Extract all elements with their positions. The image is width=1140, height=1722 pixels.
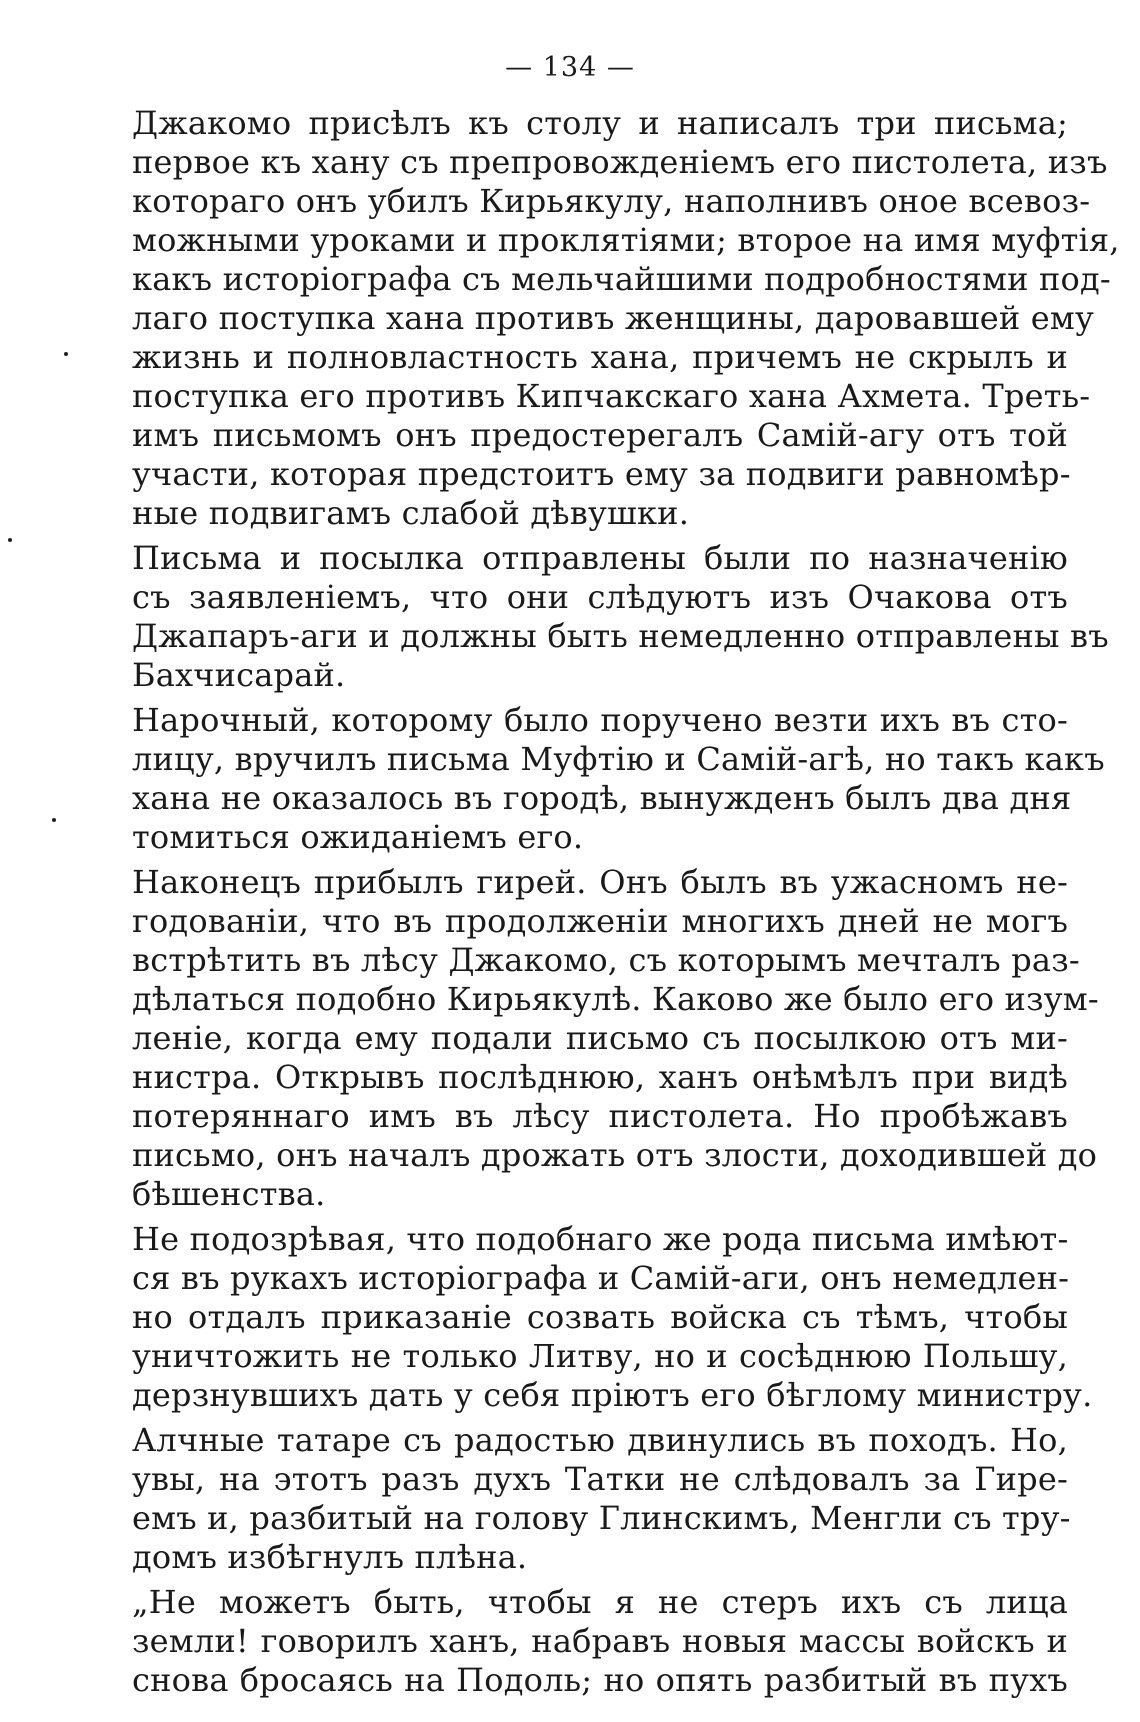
paragraph bbox=[132, 701, 1105, 857]
print-speck bbox=[8, 538, 12, 542]
text-line: годованіи, что въ продолженіи многихъ дней не могъ bbox=[132, 902, 1068, 940]
text-line: уничтожить не только Литву, но и сосѣднюю Польшу, bbox=[132, 1337, 1068, 1375]
text-line: лаго поступка хана противъ женщины, даровавшей ему bbox=[132, 299, 1094, 337]
text-line: Наконецъ прибылъ гирей. Онъ былъ въ ужасномъ не- bbox=[132, 863, 1068, 901]
text-line: первое къ хану съ препровожденіемъ его пистолета, изъ bbox=[132, 143, 1108, 181]
text-line: Джапаръ-аги и должны быть немедленно отправлены въ bbox=[132, 617, 1109, 655]
text-line: дѣлаться подобно Кирьякулѣ. Каково же было его изум- bbox=[132, 980, 1099, 1018]
text-line: ся въ рукахъ исторіографа и Самій-аги, онъ немедлен- bbox=[132, 1259, 1070, 1297]
text-line: снова бросаясь на Подоль; но опять разбитый въ пухъ bbox=[132, 1661, 1068, 1699]
text-line: какъ исторіографа съ мельчайшими подробностями под- bbox=[132, 260, 1111, 298]
print-speck bbox=[64, 352, 68, 356]
text-line: Джакомо присѣлъ къ столу и написалъ три письма; bbox=[132, 104, 1068, 142]
text-line: леніе, когда ему подали письмо съ посылкою отъ ми- bbox=[132, 1019, 1068, 1057]
text-line: „Не можетъ быть, чтобы я не стеръ ихъ съ лица bbox=[132, 1583, 1068, 1621]
page-number: — 134 — bbox=[505, 52, 635, 83]
text-line: но отдалъ приказаніе созвать войска съ тѣмъ, чтобы bbox=[132, 1298, 1068, 1336]
text-line: участи, которая предстоитъ ему за подвиги равномѣр- bbox=[132, 455, 1071, 493]
text-line: увы, на этотъ разъ духъ Татки не слѣдовалъ за Гире- bbox=[132, 1460, 1068, 1498]
text-line: нистра. Открывъ послѣднюю, ханъ онѣмѣлъ при видѣ bbox=[132, 1058, 1068, 1096]
text-line: Нарочный, которому было поручено везти ихъ въ сто- bbox=[132, 701, 1068, 739]
text-line: имъ письмомъ онъ предостерегалъ Самій-агу отъ той bbox=[132, 416, 1068, 454]
text-line: хана не оказалось въ городѣ, вынужденъ былъ два дня bbox=[132, 779, 1072, 817]
text-body bbox=[132, 104, 1120, 1706]
text-line: Алчные татаре съ радостью двинулись въ походъ. Но, bbox=[132, 1421, 1068, 1459]
text-line: можными уроками и проклятіями; второе на имя муфтія, bbox=[132, 221, 1120, 259]
paragraph bbox=[132, 863, 1099, 1214]
text-line: домъ избѣгнулъ плѣна. bbox=[132, 1538, 528, 1576]
text-line: ные подвигамъ слабой дѣвушки. bbox=[132, 494, 690, 532]
text-line: Не подозрѣвая, что подобнаго же рода письма имѣют- bbox=[132, 1220, 1069, 1258]
text-line: письмо, онъ началъ дрожать отъ злости, доходившей до bbox=[132, 1136, 1098, 1174]
paragraph bbox=[132, 1220, 1093, 1415]
text-line: встрѣтить въ лѣсу Джакомо, съ которымъ мечталъ раз- bbox=[132, 941, 1080, 979]
print-speck bbox=[52, 818, 56, 822]
text-line: емъ и, разбитый на голову Глинскимъ, Менгли съ тру- bbox=[132, 1499, 1071, 1537]
text-line: лицу, вручилъ письма Муфтію и Самій-агѣ, но такъ какъ bbox=[132, 740, 1105, 778]
text-line: поступка его противъ Кипчакскаго хана Ахмета. Треть- bbox=[132, 377, 1091, 415]
text-line: томиться ожиданіемъ его. bbox=[132, 818, 584, 856]
text-line: земли! говорилъ ханъ, набравъ новыя массы войскъ и bbox=[132, 1622, 1068, 1660]
text-line: съ заявленіемъ, что они слѣдуютъ изъ Очакова отъ bbox=[132, 578, 1068, 616]
text-line: Письма и посылка отправлены были по назначенію bbox=[132, 539, 1068, 577]
text-line: бѣшенства. bbox=[132, 1175, 326, 1213]
text-line: дерзнувшихъ дать у себя пріютъ его бѣглому министру. bbox=[132, 1376, 1093, 1414]
paragraph bbox=[132, 1583, 1068, 1700]
paragraph bbox=[132, 539, 1109, 695]
text-line: котораго онъ убилъ Кирьякулу, наполнивъ оное всевоз- bbox=[132, 182, 1091, 220]
text-line: жизнь и полновластность хана, причемъ не скрылъ и bbox=[132, 338, 1068, 376]
paragraph bbox=[132, 1421, 1071, 1577]
paragraph bbox=[132, 104, 1120, 533]
text-line: Бахчисарай. bbox=[132, 656, 346, 694]
text-line: потеряннаго имъ въ лѣсу пистолета. Но пробѣжавъ bbox=[132, 1097, 1068, 1135]
